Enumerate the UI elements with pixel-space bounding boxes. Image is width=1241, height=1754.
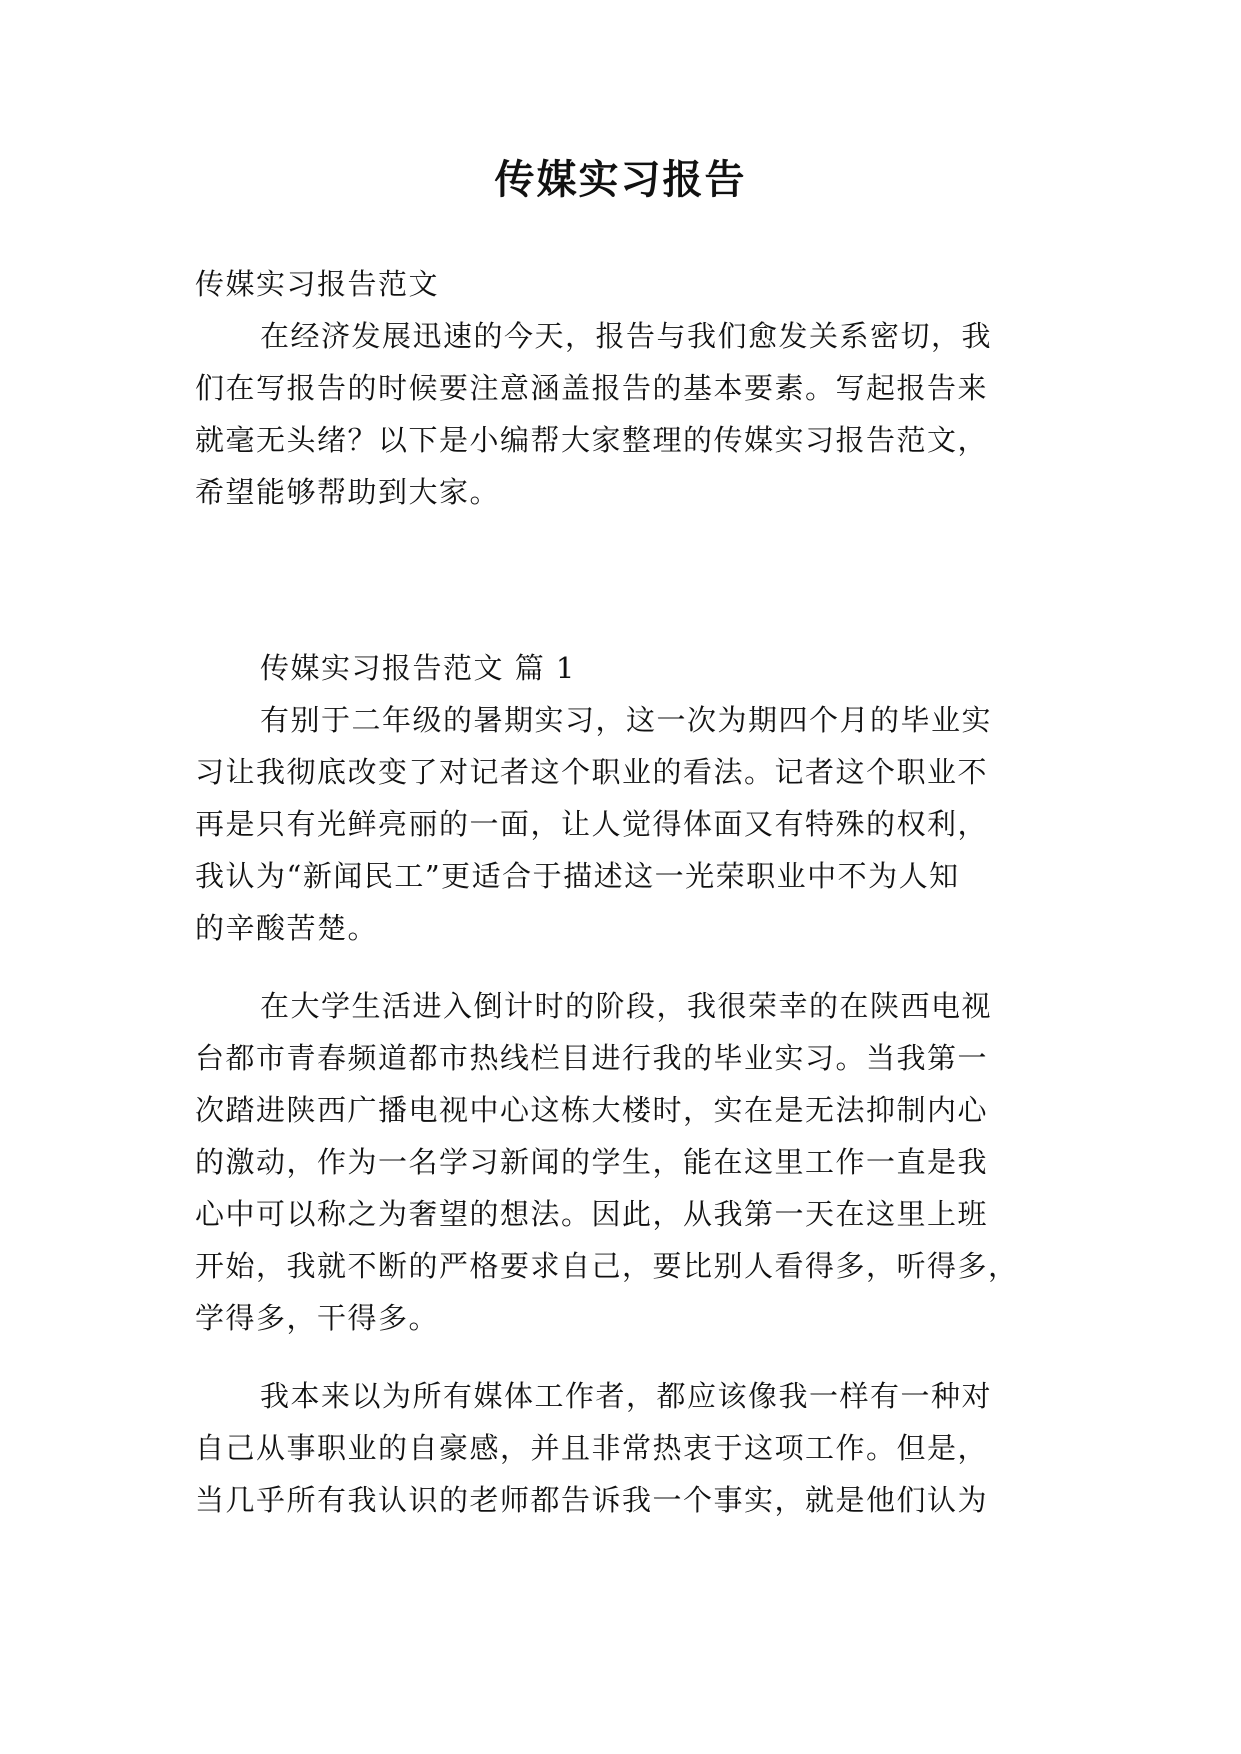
paragraph-line: 有别于二年级的暑期实习，这一次为期四个月的毕业实 bbox=[260, 703, 993, 737]
paragraph-line: 习让我彻底改变了对记者这个职业的看法。记者这个职业不 bbox=[195, 755, 989, 789]
paragraph-line: 次踏进陕西广播电视中心这栋大楼时，实在是无法抑制内心 bbox=[195, 1093, 989, 1127]
intro-line: 希望能够帮助到大家。 bbox=[195, 475, 501, 509]
page-title: 传媒实习报告 bbox=[494, 156, 747, 203]
paragraph-line: 当几乎所有我认识的老师都告诉我一个事实，就是他们认为 bbox=[195, 1483, 989, 1517]
paragraph-line: 自己从事职业的自豪感，并且非常热衷于这项工作。但是， bbox=[195, 1431, 989, 1465]
paragraph-line: 开始，我就不断的严格要求自己，要比别人看得多，听得多， bbox=[195, 1249, 1019, 1283]
paragraph-line: 台都市青春频道都市热线栏目进行我的毕业实习。当我第一 bbox=[195, 1041, 989, 1075]
paragraph-line: 心中可以称之为奢望的想法。因此，从我第一天在这里上班 bbox=[195, 1197, 989, 1231]
paragraph-line: 学得多，干得多。 bbox=[195, 1301, 440, 1335]
paragraph-line: 我本来以为所有媒体工作者，都应该像我一样有一种对 bbox=[260, 1379, 993, 1413]
paragraph-line: 再是只有光鲜亮丽的一面，让人觉得体面又有特殊的权利， bbox=[195, 807, 989, 841]
intro-line: 在经济发展迅速的今天，报告与我们愈发关系密切，我 bbox=[260, 319, 993, 353]
subtitle: 传媒实习报告范文 bbox=[195, 267, 440, 301]
intro-line: 们在写报告的时候要注意涵盖报告的基本要素。写起报告来 bbox=[195, 371, 989, 405]
paragraph-line: 的激动，作为一名学习新闻的学生，能在这里工作一直是我 bbox=[195, 1145, 989, 1179]
section-heading: 传媒实习报告范文 篇 1 bbox=[260, 651, 576, 685]
paragraph-line: 的辛酸苦楚。 bbox=[195, 911, 379, 945]
intro-line: 就毫无头绪？以下是小编帮大家整理的传媒实习报告范文， bbox=[195, 423, 989, 457]
paragraph-line: 在大学生活进入倒计时的阶段，我很荣幸的在陕西电视 bbox=[260, 989, 993, 1023]
paragraph-line: 我认为“新闻民工”更适合于描述这一光荣职业中不为人知 bbox=[195, 859, 960, 893]
